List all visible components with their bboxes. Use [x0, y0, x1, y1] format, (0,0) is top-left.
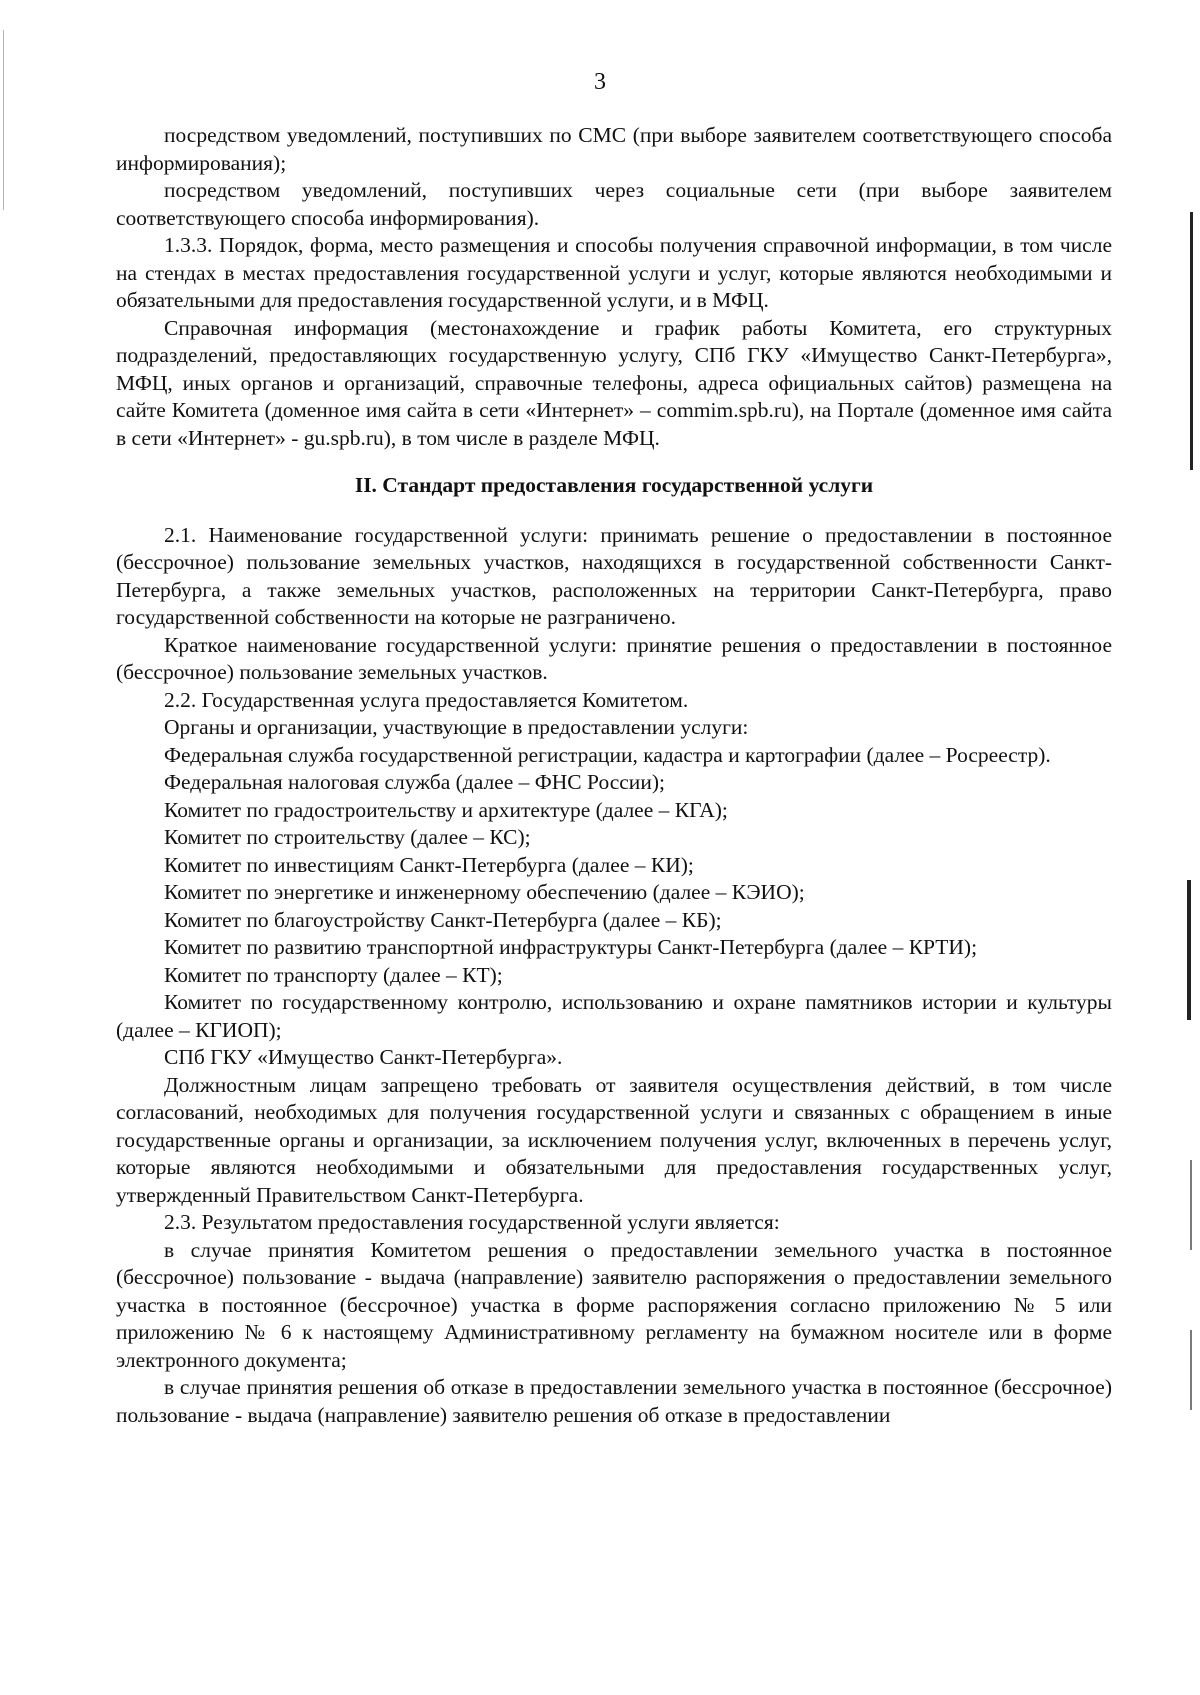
list-item: СПб ГКУ «Имущество Санкт-Петербурга».: [164, 1045, 563, 1069]
paragraph: 1.3.3. Порядок, форма, место размещения и способы получения справочной информации, в том числе на стендах в местах предоставления государственной услуги и услуг, которые являются необходимыми и обязательными для предоставления государственной услуги, и в МФЦ.: [116, 233, 1112, 312]
list-item: Комитет по строительству (далее – КС);: [164, 825, 531, 849]
paragraph: Федеральная служба государственной регистрации, кадастра и картографии (далее – Росреестр).: [164, 742, 1051, 767]
list-item: Комитет по градостроительству и архитектуре (далее – КГА);: [164, 797, 728, 822]
list-item: Комитет по развитию транспортной инфраструктуры Санкт-Петербурга (далее – КРТИ);: [164, 935, 978, 959]
paragraph: 2.2. Государственная услуга предоставляется Комитетом.: [164, 687, 689, 712]
list-item: Комитет по транспорту (далее – КТ);: [164, 962, 503, 987]
list-item: Комитет по энергетике и инженерному обеспечению (далее – КЭИО);: [164, 880, 805, 904]
paragraph: Краткое наименование государственной услуги: принятие решения о предоставлении в постоянное (бессрочное) пользование земельных участков.: [116, 632, 1112, 684]
list-item: Комитет по инвестициям Санкт-Петербурга (далее – КИ);: [164, 852, 694, 877]
scan-edge-mark: [3, 30, 4, 210]
scan-edge-mark: [1190, 212, 1193, 470]
paragraph: Должностным лицам запрещено требовать от заявителя осуществления действий, в том числе согласований, необходимых для получения государственной услуги и связанных с обращением в иные государственные органы и организации, за исключением получения услуг, включенных в перечень услуг, которые являются необходимыми и обязательными для предоставления государственных услуг, утвержденный Правительством Санкт-Петербурга.: [116, 1072, 1112, 1207]
paragraph: в случае принятия Комитетом решения о предоставлении земельного участка в постоянное (бессрочное) пользование - выдача (направление) заявителю распоряжения о предоставлении земельного участка в постоянное (бессрочное) участка в форме распоряжения согласно приложению № 5 или приложению № 6 к настоящему Административному регламенту на бумажном носителе или в форме электронного документа;: [116, 1237, 1112, 1372]
list-item: Федеральная налоговая служба (далее – ФНС России);: [164, 770, 665, 794]
paragraph: посредством уведомлений, поступивших по СМС (при выборе заявителем соответствующего способа информирования);: [116, 123, 1112, 175]
paragraph: в случае принятия решения об отказе в предоставлении земельного участка в постоянное (бессрочное) пользование - выдача (направление) заявителю решения об отказе в предоставлении: [116, 1375, 1112, 1427]
paragraph: Справочная информация (местонахождение и график работы Комитета, его структурных подразделений, предоставляющих государственную услугу, СПб ГКУ «Имущество Санкт-Петербурга», МФЦ, иных органов и организаций, справочные телефоны, адреса официальных сайтов) размещена на сайте Комитета (доменное имя сайта в сети «Интернет» – commim.spb.ru), на Портале (доменное имя сайта в сети «Интернет» - gu.spb.ru), в том числе в разделе МФЦ.: [116, 315, 1112, 450]
section-heading: II. Стандарт предоставления государственной услуги: [354, 473, 874, 497]
list-item: Комитет по государственному контролю, использованию и охране памятников истории и культуры (далее – КГИОП);: [116, 990, 1112, 1042]
scan-edge-mark: [1190, 1160, 1192, 1250]
paragraph: 2.3. Результатом предоставления государственной услуги является:: [164, 1210, 780, 1234]
scan-edge-mark: [1187, 880, 1191, 1020]
paragraph: 2.1. Наименование государственной услуги: принимать решение о предоставлении в постоянное (бессрочное) пользование земельных участков, находящихся в государственной собственности Санкт-Петербурга, а также земельных участков, расположенных на территории Санкт-Петербурга, право государственной собственности на которые не разграничено.: [116, 522, 1112, 629]
page-number: 3: [594, 69, 606, 95]
scan-edge-mark: [1190, 1330, 1192, 1410]
list-item: Комитет по благоустройству Санкт-Петербурга (далее – КБ);: [164, 907, 722, 932]
document-body: [116, 122, 1112, 1429]
paragraph: посредством уведомлений, поступивших через социальные сети (при выборе заявителем соответствующего способа информирования).: [116, 178, 1112, 230]
paragraph: Органы и организации, участвующие в предоставлении услуги:: [164, 715, 749, 739]
